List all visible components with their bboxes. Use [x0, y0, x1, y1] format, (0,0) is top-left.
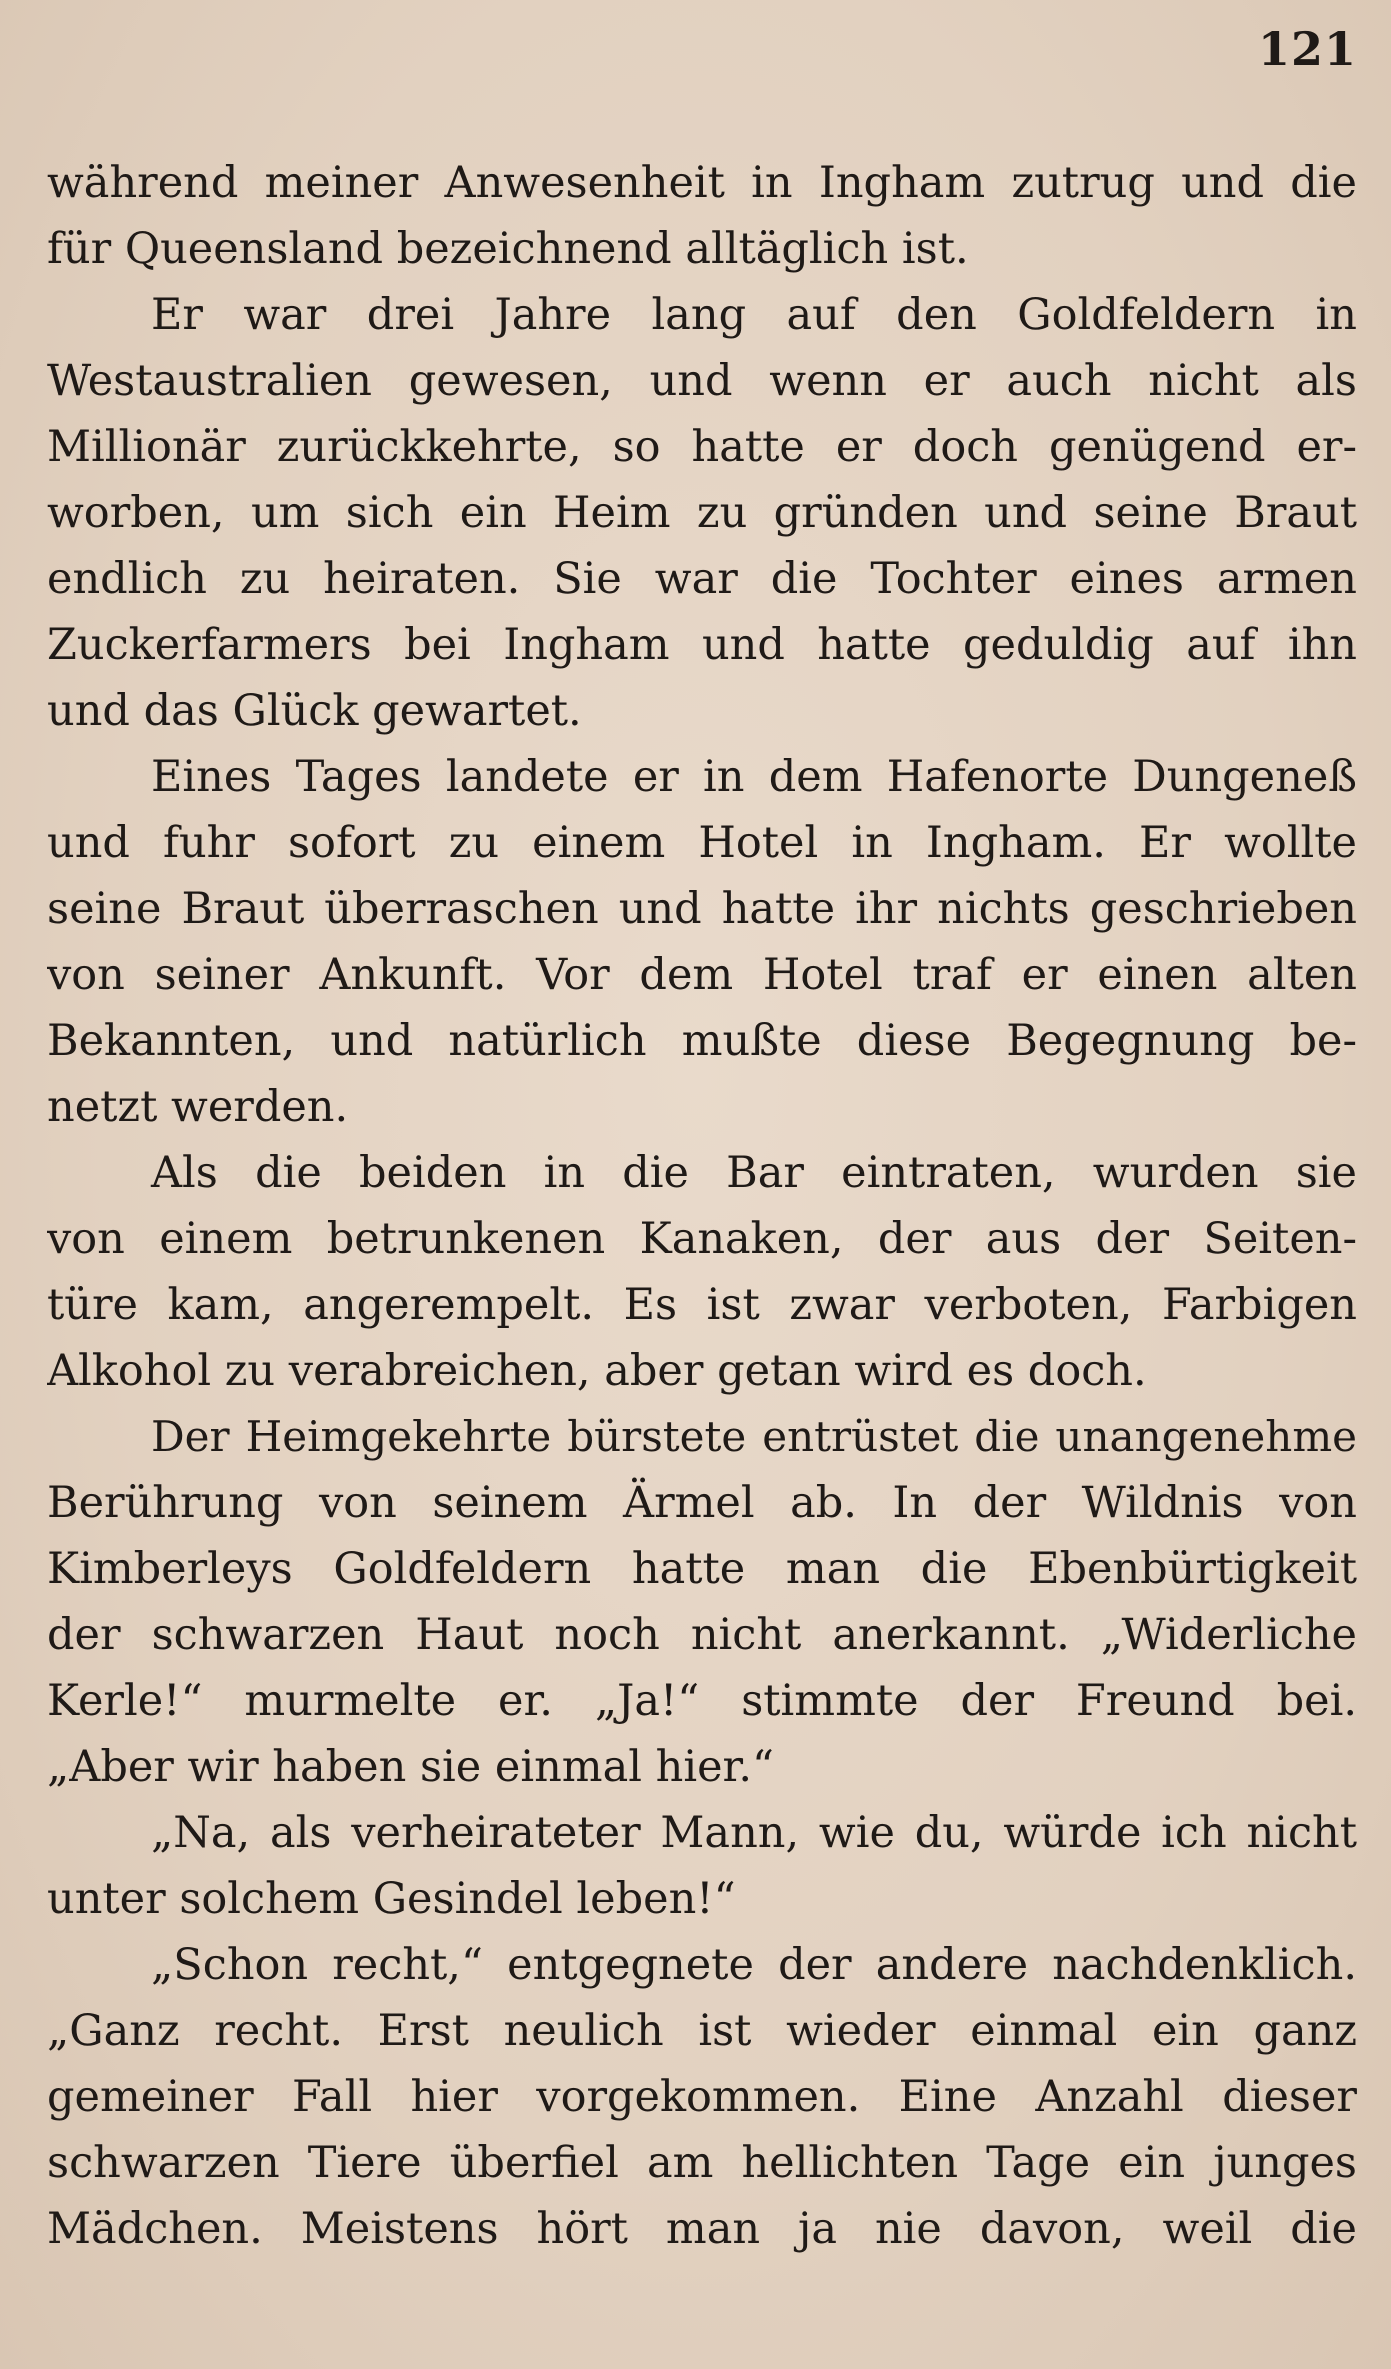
- text-line: endlich zu heiraten. Sie war die Tochter eines armen: [47, 554, 1357, 604]
- text-line: „Aber wir haben sie einmal hier.“: [47, 1742, 775, 1792]
- text-line: Kerle!“ murmelte er. „Ja!“ stimmte der Freund bei.: [47, 1676, 1357, 1726]
- text-line: netzt werden.: [47, 1082, 349, 1132]
- text-line: von seiner Ankunft. Vor dem Hotel traf er einen alten: [47, 950, 1357, 1000]
- body-text: [47, 150, 1357, 2262]
- text-line: gemeiner Fall hier vorgekommen. Eine Anzahl dieser: [47, 2072, 1357, 2122]
- text-line: worben, um sich ein Heim zu gründen und seine Braut: [47, 488, 1357, 538]
- text-line: während meiner Anwesenheit in Ingham zutrug und die: [47, 158, 1357, 208]
- text-line: für Queensland bezeichnend alltäglich ist.: [47, 224, 969, 274]
- text-line: Millionär zurückkehrte, so hatte er doch genügend er-: [47, 422, 1357, 472]
- text-line: der schwarzen Haut noch nicht anerkannt. „Widerliche: [47, 1610, 1357, 1660]
- text-line: Bekannten, und natürlich mußte diese Begegnung be-: [47, 1016, 1357, 1066]
- text-line: Der Heimgekehrte bürstete entrüstet die unangenehme: [151, 1412, 1357, 1461]
- text-line: Er war drei Jahre lang auf den Goldfeldern in: [151, 290, 1357, 340]
- text-line: Als die beiden in die Bar eintraten, wurden sie: [151, 1148, 1357, 1198]
- text-line: von einem betrunkenen Kanaken, der aus der Seiten-: [47, 1214, 1357, 1264]
- page-number: 121: [1257, 22, 1357, 76]
- text-line: und das Glück gewartet.: [47, 686, 582, 736]
- text-line: Zuckerfarmers bei Ingham und hatte geduldig auf ihn: [47, 620, 1357, 670]
- text-line: „Schon recht,“ entgegnete der andere nachdenklich.: [151, 1940, 1357, 1990]
- text-line: „Ganz recht. Erst neulich ist wieder einmal ein ganz: [47, 2006, 1357, 2056]
- text-line: Mädchen. Meistens hört man ja nie davon, weil die: [47, 2204, 1357, 2254]
- text-line: „Na, als verheirateter Mann, wie du, würde ich nicht: [151, 1808, 1357, 1858]
- text-line: unter solchem Gesindel leben!“: [47, 1874, 736, 1924]
- text-line: Kimberleys Goldfeldern hatte man die Ebenbürtigkeit: [47, 1544, 1357, 1594]
- text-line: türe kam, angerempelt. Es ist zwar verboten, Farbigen: [47, 1280, 1357, 1330]
- text-line: seine Braut überraschen und hatte ihr nichts geschrieben: [47, 884, 1357, 934]
- text-line: und fuhr sofort zu einem Hotel in Ingham. Er wollte: [47, 818, 1357, 868]
- text-line: Alkohol zu verabreichen, aber getan wird es doch.: [47, 1346, 1147, 1396]
- text-line: Eines Tages landete er in dem Hafenorte Dungeneß: [151, 752, 1357, 802]
- text-line: schwarzen Tiere überfiel am hellichten Tage ein junges: [47, 2138, 1357, 2188]
- text-line: Berührung von seinem Ärmel ab. In der Wildnis von: [47, 1478, 1357, 1528]
- text-line: Westaustralien gewesen, und wenn er auch nicht als: [47, 356, 1357, 406]
